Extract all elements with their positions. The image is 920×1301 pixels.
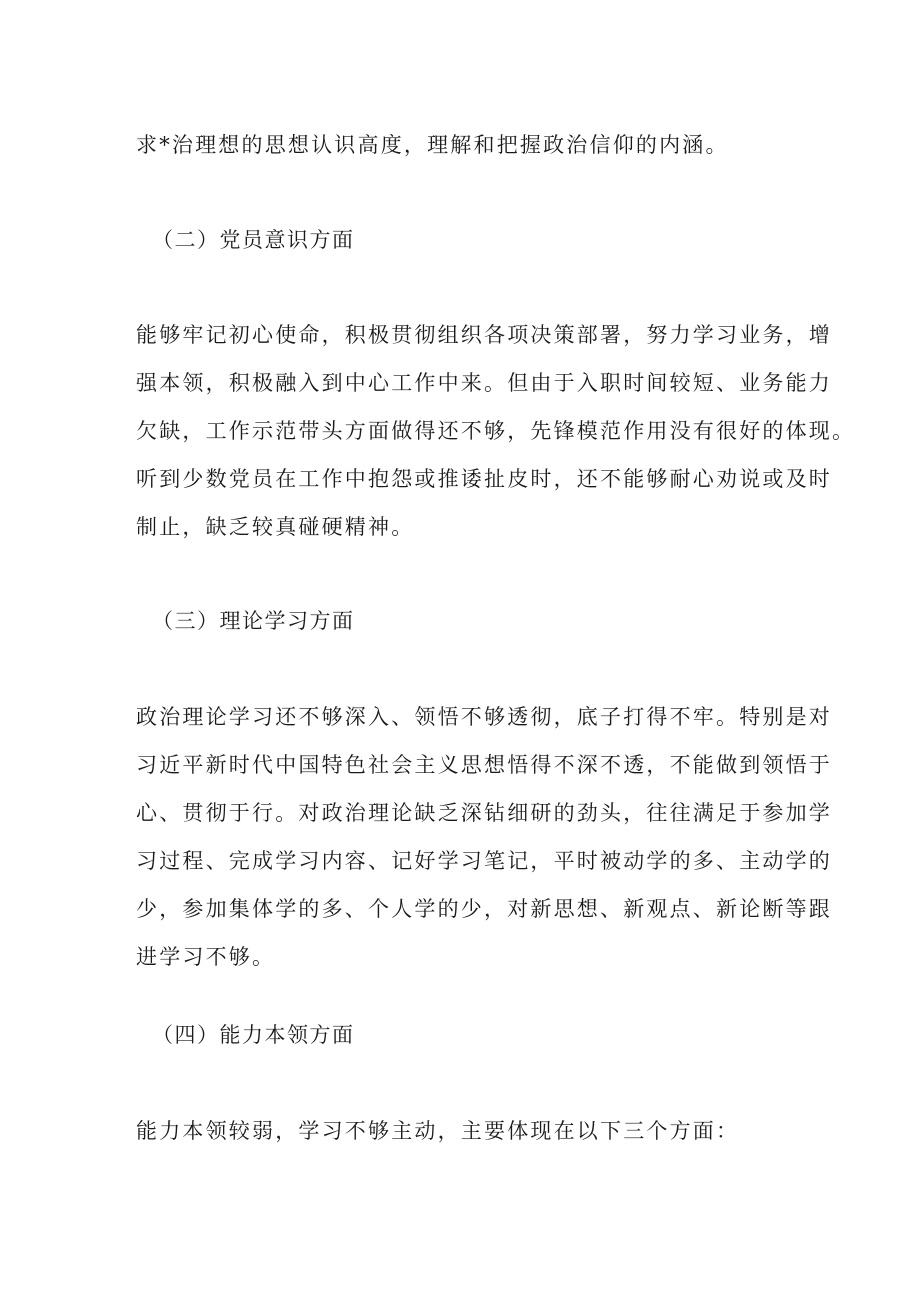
paragraph-line: 制止，缺乏较真碰硬精神。 (136, 515, 415, 539)
section-heading-party-awareness: （二）党员意识方面 (152, 228, 355, 252)
paragraph-line: 进学习不够。 (136, 945, 276, 969)
paragraph-line: 政治理论学习还不够深入、领悟不够透彻，底子打得不牢。特别是对 (136, 705, 832, 729)
opening-line: 求*治理想的思想认识高度，理解和把握政治信仰的内涵。 (136, 133, 729, 157)
paragraph-line: 能够牢记初心使命，积极贯彻组织各项决策部署，努力学习业务，增 (136, 323, 832, 347)
paragraph-line: 习近平新时代中国特色社会主义思想悟得不深不透，不能做到领悟于 (136, 753, 832, 777)
paragraph-line: 少，参加集体学的多、个人学的少，对新思想、新观点、新论断等跟 (136, 897, 832, 921)
paragraph-line: 能力本领较弱，学习不够主动，主要体现在以下三个方面： (136, 1119, 740, 1143)
paragraph-line: 习过程、完成学习内容、记好学习笔记，平时被动学的多、主动学的 (136, 849, 832, 873)
paragraph-line: 听到少数党员在工作中抱怨或推诿扯皮时，还不能够耐心劝说或及时 (136, 467, 832, 491)
section-heading-theory-study: （三）理论学习方面 (152, 609, 355, 633)
paragraph-line: 强本领，积极融入到中心工作中来。但由于入职时间较短、业务能力 (136, 371, 832, 395)
paragraph-line: 心、贯彻于行。对政治理论缺乏深钻细研的劲头，往往满足于参加学 (136, 801, 832, 825)
paragraph-line: 欠缺，工作示范带头方面做得还不够，先锋模范作用没有很好的体现。 (136, 419, 856, 443)
section-heading-ability: （四）能力本领方面 (152, 1023, 355, 1047)
